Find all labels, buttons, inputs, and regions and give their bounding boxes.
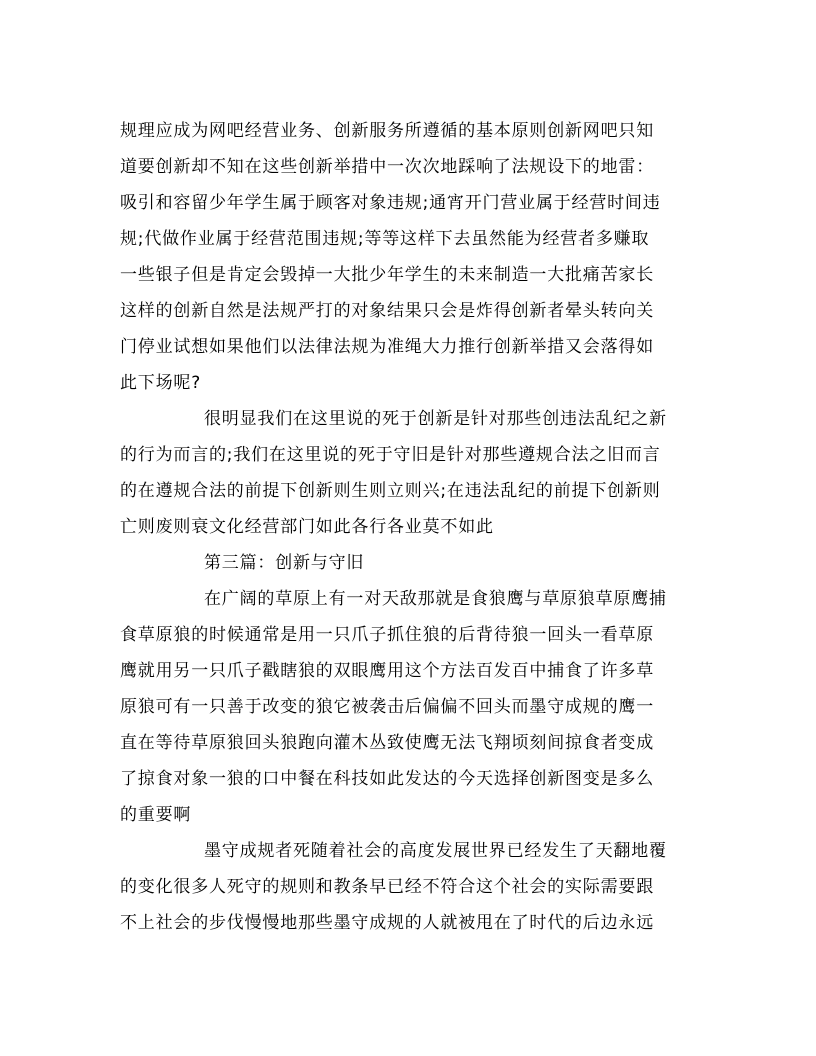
paragraph-line: 道要创新却不知在这些创新举措中一次次地踩响了法规设下的地雷： [120, 157, 654, 177]
paragraph-line: 的行为而言的;我们在这里说的死于守旧是针对那些遵规合法之旧而言 [120, 445, 661, 465]
paragraph-line: 的重要啊 [120, 805, 192, 825]
paragraph-line: 的在遵规合法的前提下创新则生则立则兴;在违法乱纪的前提下创新则 [120, 481, 661, 501]
section-heading: 第三篇：创新与守旧 [204, 553, 365, 573]
paragraph-line: 鹰就用另一只爪子戳瞎狼的双眼鹰用这个方法百发百中捕食了许多草 [120, 661, 654, 681]
paragraph-line: 此下场呢? [120, 373, 202, 393]
paragraph-line: 吸引和容留少年学生属于顾客对象违规;通宵开门营业属于经营时间违 [120, 193, 661, 213]
paragraph-line: 了掠食对象一狼的口中餐在科技如此发达的今天选择创新图变是多么 [120, 769, 654, 789]
paragraph-line: 亡则废则衰文化经营部门如此各行各业莫不如此 [120, 517, 494, 537]
paragraph-line: 的变化很多人死守的规则和教条早已经不符合这个社会的实际需要跟 [120, 877, 654, 897]
paragraph-line: 墨守成规者死随着社会的高度发展世界已经发生了天翻地覆 [204, 841, 667, 861]
paragraph-line: 一些银子但是肯定会毁掉一大批少年学生的未来制造一大批痛苦家长 [120, 265, 654, 285]
paragraph-line: 门停业试想如果他们以法律法规为准绳大力推行创新举措又会落得如 [120, 337, 654, 357]
paragraph-line: 很明显我们在这里说的死于创新是针对那些创违法乱纪之新 [204, 409, 667, 429]
paragraph-line: 规理应成为网吧经营业务、创新服务所遵循的基本原则创新网吧只知 [120, 121, 654, 141]
paragraph-line: 规;代做作业属于经营范围违规;等等这样下去虽然能为经营者多赚取 [120, 229, 650, 249]
paragraph-line: 在广阔的草原上有一对天敌那就是食狼鹰与草原狼草原鹰捕 [204, 589, 667, 609]
paragraph-line: 食草原狼的时候通常是用一只爪子抓住狼的后背待狼一回头一看草原 [120, 625, 654, 645]
paragraph-line: 这样的创新自然是法规严打的对象结果只会是炸得创新者晕头转向关 [120, 301, 654, 321]
paragraph-line: 原狼可有一只善于改变的狼它被袭击后偏偏不回头而墨守成规的鹰一 [120, 697, 654, 717]
paragraph-line: 不上社会的步伐慢慢地那些墨守成规的人就被甩在了时代的后边永远 [120, 913, 654, 933]
paragraph-line: 直在等待草原狼回头狼跑向灌木丛致使鹰无法飞翔顷刻间掠食者变成 [120, 733, 654, 753]
